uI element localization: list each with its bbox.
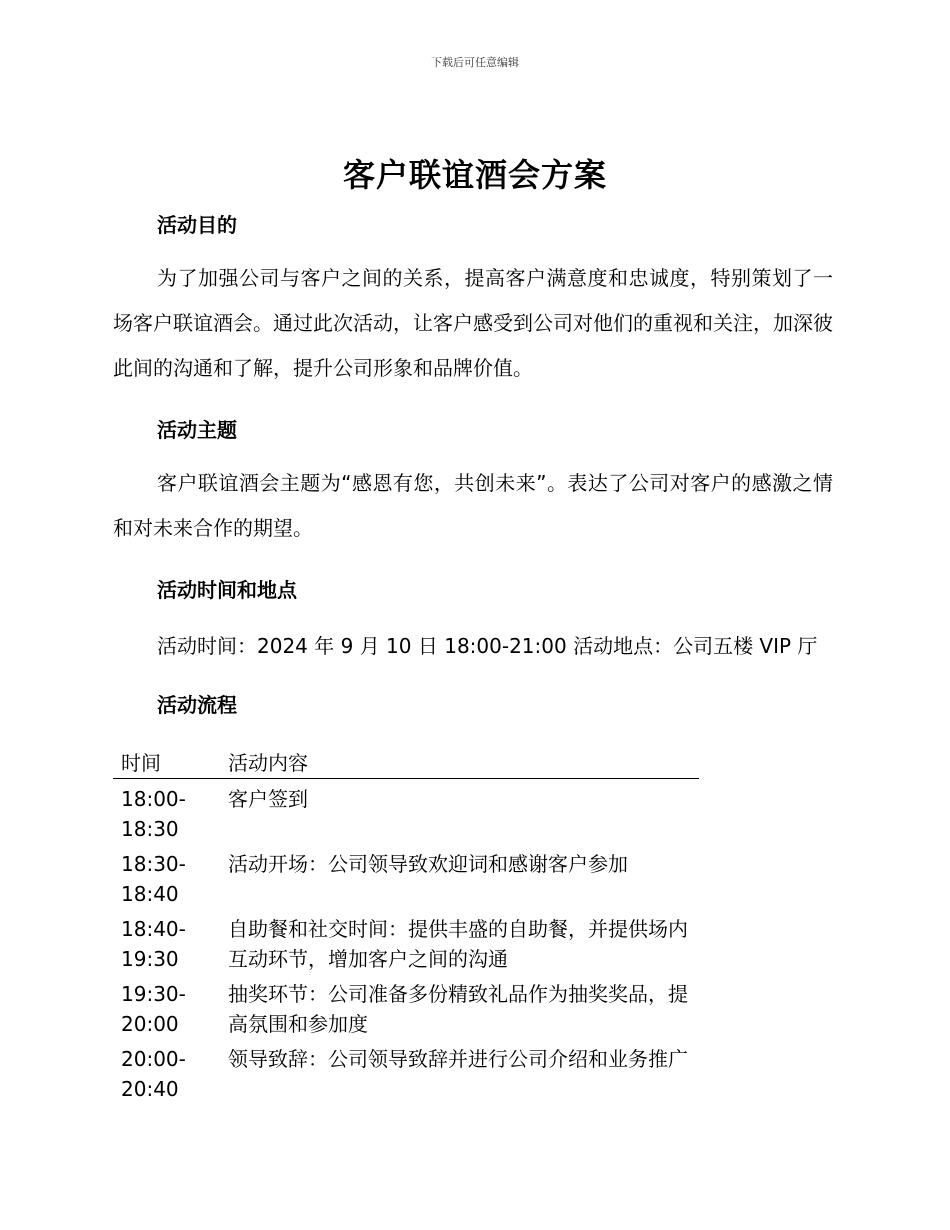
section-text-time-place: 活动时间：2024 年 9 月 10 日 18:00-21:00 活动地点：公司五楼 VIP 厅 <box>157 634 818 658</box>
schedule-header-content: 活动内容 <box>228 751 308 775</box>
schedule-row-content: 领导致辞：公司领导致辞并进行公司介绍和业务推广 <box>228 1047 688 1071</box>
section-text-purpose: 为了加强公司与客户之间的关系，提高客户满意度和忠诚度，特别策划了一场客户联谊酒会。通过此次活动，让客户感受到公司对他们的重视和关注，加深彼此间的沟通和了解，提升公司形象和品牌价值。 <box>113 266 833 380</box>
schedule-row-content: 客户签到 <box>228 787 308 811</box>
schedule-row-content: 自助餐和社交时间：提供丰盛的自助餐，并提供场内互动环节，增加客户之间的沟通 <box>228 917 688 971</box>
schedule-row-time: 18:00- 18:30 <box>121 787 186 841</box>
schedule-row <box>113 979 699 1039</box>
schedule-row <box>113 914 699 974</box>
schedule-row <box>113 1044 699 1104</box>
section-text-theme: 客户联谊酒会主题为“感恩有您，共创未来”。表达了公司对客户的感激之情和对未来合作的期望。 <box>113 471 833 540</box>
schedule-table <box>113 748 699 1104</box>
header-note: 下载后可任意编辑 <box>431 56 519 69</box>
schedule-row-time: 20:00- 20:40 <box>121 1047 186 1101</box>
document-title: 客户联谊酒会方案 <box>342 156 607 194</box>
section-heading-theme: 活动主题 <box>157 418 237 442</box>
schedule-row-content: 活动开场：公司领导致欢迎词和感谢客户参加 <box>228 852 628 876</box>
section-heading-purpose: 活动目的 <box>157 213 237 237</box>
schedule-row <box>113 849 699 909</box>
schedule-row <box>113 784 699 844</box>
schedule-row-time: 19:30- 20:00 <box>121 982 186 1036</box>
schedule-row-time: 18:30- 18:40 <box>121 852 186 906</box>
schedule-header-row <box>113 748 699 779</box>
section-heading-process: 活动流程 <box>157 693 237 717</box>
schedule-header-time: 时间 <box>121 751 161 775</box>
section-heading-time-place: 活动时间和地点 <box>157 578 297 602</box>
schedule-row-content: 抽奖环节：公司准备多份精致礼品作为抽奖奖品，提高氛围和参加度 <box>228 982 688 1036</box>
schedule-row-time: 18:40- 19:30 <box>121 917 186 971</box>
